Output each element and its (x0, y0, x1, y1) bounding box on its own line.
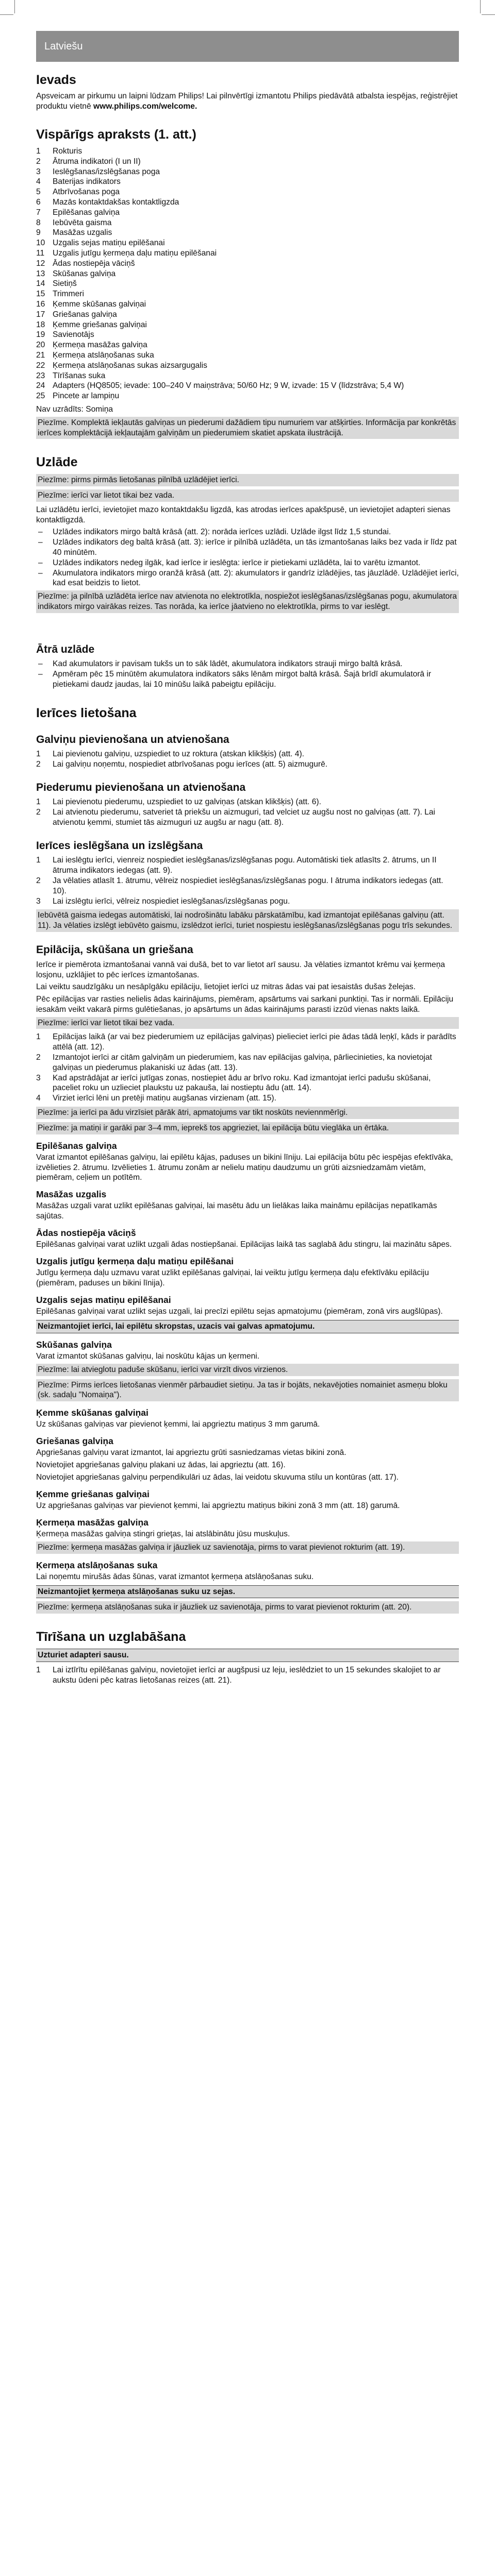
trimmer-text: Novietojiet apgriešanas galviņu perpendikulāri uz ādas, lai veidotu skuvuma stilu un kontūras (att. 17). (36, 1472, 399, 1482)
fast-charge-bullets (36, 659, 459, 689)
list-item: 1 Lai pievienotu piederumu, uzspiediet to uz galviņas (atskan klikšķis) (att. 6). (36, 798, 321, 807)
trimmer-title: Griešanas galviņa (36, 1436, 113, 1447)
on-off-title: Ierīces ieslēgšana un izslēgšana (36, 839, 203, 852)
list-item: 2 Lai atvienotu piederumu, satveriet tā priekšu un aizmuguri, tad velciet uz augšu nost no galviņas (att. 7). Lai atvienotu ķemmi, stumiet tās aizmuguri uz augšu ar nagu (att. 8). (36, 808, 435, 827)
crop-mark (0, 14, 13, 15)
attach-accessories-title: Piederumu pievienošana un atvienošana (36, 781, 246, 793)
exfoliation-brush-title: Ķermeņa atslāņošanas suka (36, 1560, 158, 1570)
trimmer-comb-text: Uz apgriešanas galviņas var pievienot ķemmi, lai apgrieztu matiņus bikini zonā 3 mm (att. 18) garumā. (36, 1501, 400, 1510)
attach-accessories-list (36, 797, 459, 827)
head-text: Varat izmantot epilēšanas galviņu, lai epilētu kājas, paduses un bikini līniju. Lai epilācija būtu pēc iespējas efektīvāka, izvēlieties 2. ātrumu. Izvēlieties 1. ātrumu zonām ar nelielu matiņu daudzumu un grūti aizsniedzamām vietām, piemēram, ceļiem un potītēm. (36, 1153, 453, 1182)
note-box: Iebūvētā gaisma iedegas automātiski, lai nodrošinātu labāku pārskatāmību, kad izmantojat epilēšanas galviņu (att. 11). Ja vēlaties izslēgt iebūvēto gaismu, izslēdzot ierīci, turiet nospiestu ieslēgšanas/izslēgšanas pogu trīs sekundes. (36, 909, 459, 932)
list-item: 2 Ja vēlaties atlasīt 1. ātrumu, vēlreiz nospiediet ieslēgšanas/izslēgšanas pogu. I ātruma indikators iedegas (att. 10). (36, 876, 443, 895)
list-item: 9 Masāžas uzgalis (36, 228, 112, 238)
note-box: Piezīme: ja pilnībā uzlādēta ierīce nav atvienota no elektrotīkla, nospiežot ieslēgšanas/izslēgšanas pogu, akumulatora indikators mirgo vairākas reizes. Tas norāda, ka ierīce jāatvieno no elektrotīkla, pirms to var ieslēgt. (36, 590, 459, 613)
list-item: – Kad akumulators ir pavisam tukšs un to sāk lādēt, akumulatora indikators strauji mirgo baltā krāsā. (38, 659, 403, 669)
list-item: 10 Uzgalis sejas matiņu epilēšanai (36, 239, 165, 248)
head-title: Uzgalis sejas matiņu epilēšanai (36, 1294, 171, 1305)
epilation-title: Epilācija, skūšana un griešana (36, 944, 193, 956)
head-text: Epilēšanas galviņai varat uzlikt uzgali ādas nostiepšanai. Epilācijas laikā tas saglabā ādu stingru, lai mazinātu sāpes. (36, 1240, 452, 1249)
charging-text: Lai uzlādētu ierīci, ievietojiet mazo kontaktdakšu ligzdā, kas atrodas ierīces apakšpusē, un ievietojiet adapteri sienas kontaktligzdā. (36, 505, 451, 524)
list-item: 5 Atbrīvošanas poga (36, 188, 120, 197)
list-item: 12 Ādas nostiepēja vāciņš (36, 259, 135, 268)
shaver-comb-title: Ķemme skūšanas galviņai (36, 1408, 148, 1418)
not-shown-text: Nav uzrādīts: Somiņa (36, 405, 113, 414)
list-item: 23 Tīrīšanas suka (36, 371, 106, 380)
note-box: Piezīme: Pirms ierīces lietošanas vienmēr pārbaudiet sietiņu. Ja tas ir bojāts, nekavējoties nomainiet asmeņu bloku (sk. sadaļu "Nomaiņa"). (36, 1379, 459, 1402)
shaver-title: Skūšanas galviņa (36, 1339, 112, 1350)
trimmer-text: Apgriešanas galviņu varat izmantot, lai apgrieztu grūti sasniedzamas vietas bikini zonā. (36, 1448, 346, 1458)
massage-head-text: Ķermeņa masāžas galviņa stingri grieţas, lai atslābinātu jūsu muskuļus. (36, 1529, 290, 1538)
list-item: – Uzlādes indikators nedeg ilgāk, kad ierīce ir ieslēgta: ierīce ir pietiekami uzlādēta, lai to varētu izmantot. (38, 558, 421, 567)
manual-page (36, 31, 459, 1688)
list-item: 1 Lai ieslēgtu ierīci, vienreiz nospiediet ieslēgšanas/izslēgšanas pogu. Automātiski tiek atlasīts 2. ātrums, un II ātruma indikators iedegas (att. 9). (36, 856, 437, 875)
list-item: 6 Mazās kontaktdakšas kontaktligzda (36, 198, 179, 207)
head-text: Epilēšanas galviņai varat uzlikt sejas uzgali, lai precīzi epilētu sejas apmatojumu (piemēram, zonā virs augšlūpas). (36, 1307, 443, 1316)
list-item: 21 Ķermeņa atslāņošanas suka (36, 351, 154, 360)
list-item: 8 Iebūvēta gaisma (36, 218, 112, 227)
cleaning-list (36, 1665, 459, 1686)
charging-bullets (36, 527, 459, 588)
list-item: – Apmēram pēc 15 minūtēm akumulatora indikators sāks lēnām mirgot baltā krāsā. Šajā brīdī akumulatorā ir pietiekami daudz jaudas, lai 10 minūšu laikā pabeigtu epilāciju. (38, 670, 432, 689)
language-bar: Latviešu (36, 31, 459, 62)
crop-mark (482, 14, 495, 15)
note-box: Piezīme: pirms pirmās lietošanas pilnībā uzlādējiet ierīci. (36, 474, 459, 486)
shaver-text: Varat izmantot skūšanas galviņu, lai noskūtu kājas un ķermeni. (36, 1351, 260, 1361)
list-item: 2 Izmantojot ierīci ar citām galviņām un piederumiem, kas nav epilācijas galviņa, pārliecinieties, ka novietojat galviņas un piederumus plakaniski uz ādas (att. 13). (36, 1053, 432, 1072)
list-item: 11 Uzgalis jutīgu ķermeņa daļu matiņu epilēšanai (36, 249, 217, 258)
head-text: Jutīgu ķermeņa daļu uzmavu varat uzlikt epilēšanas galviņai, lai veiktu jutīgu ķermeņa daļu efektīvāku epilāciju (piemēram, paduses un bikini līnija). (36, 1268, 429, 1288)
trimmer-comb-title: Ķemme griešanas galviņai (36, 1488, 150, 1499)
head-title: Masāžas uzgalis (36, 1189, 107, 1200)
list-item: 2 Ātruma indikatori (I un II) (36, 157, 141, 166)
list-item: 3 Ieslēgšanas/izslēgšanas poga (36, 167, 160, 176)
list-item: 16 Ķemme skūšanas galviņai (36, 300, 146, 309)
epilation-paragraph: Pēc epilācijas var rasties nelielis ādas kairinājums, piemēram, apsārtums vai sarkani punktiņi. Tas ir normāli. Epilāciju iesakām veikt vakarā pirms gulētiešanas, jo apsārtums un ādas kairinājums parasti izzūd vienas nakts laikā. (36, 995, 454, 1014)
cleaning-title: Tīrīšana un uzglabāšana (36, 1630, 186, 1645)
usage-title: Ierīces lietošana (36, 705, 137, 720)
list-item: – Akumulatora indikators mirgo oranžā krāsā (att. 2): akumulators ir gandrīz izlādējies, tas jāuzlādē. Uzlādējiet ierīci, kad esat beidzis to lietot. (38, 568, 459, 588)
intro-text: Apsveicam ar pirkumu un laipni lūdzam Philips! Lai pilnvērtīgi izmantotu Philips piedāvātā atbalsta iespējas, reģistrējiet produktu vietnē www.philips.com/welcome. (36, 91, 458, 111)
on-off-list (36, 855, 459, 906)
list-item: 25 Pincete ar lampiņu (36, 392, 120, 401)
crop-mark (480, 0, 481, 13)
massage-head-title: Ķermeņa masāžas galviņa (36, 1517, 148, 1528)
warning-box: Neizmantojiet ķermeņa atslāņošanas suku uz sejas. (36, 1585, 459, 1599)
list-item: 3 Kad apstrādājat ar ierīci jutīgas zonas, nostiepiet ādu ar brīvo roku. Kad izmantojat ierīci padušu skūšanai, paceliet roku un uzlieciet plaukstu uz pakauša, lai nostieptu ādu (att. 14). (36, 1073, 431, 1093)
list-item: 1 Lai pievienotu galviņu, uzspiediet to uz roktura (atskan klikšķis) (att. 4). (36, 750, 304, 759)
list-item: – Uzlādes indikators deg baltā krāsā (att. 3): ierīce ir pilnībā uzlādēta, un tās izmantošanas laiks bez vada ir līdz pat 40 minūtēm. (38, 538, 457, 557)
exfoliation-brush-text: Lai noņemtu mirušās ādas šūnas, varat izmantot ķermeņa atslāņošanas suku. (36, 1572, 314, 1581)
crop-mark (14, 0, 15, 13)
note-box: Piezīme: ja ierīci pa ādu virzīsiet pārāk ātri, apmatojums var tikt noskūts neviennmērīgi. (36, 1107, 459, 1119)
list-item: 1 Rokturis (36, 147, 82, 156)
epilation-list (36, 1032, 459, 1104)
note-box: Piezīme: ierīci var lietot tikai bez vada. (36, 489, 459, 502)
trimmer-text: Novietojiet apgriešanas galviņu plakani uz ādas, lai apgrieztu (att. 16). (36, 1461, 286, 1470)
list-item: 2 Lai galviņu noņemtu, nospiediet atbrīvošanas pogu ierīces (att. 5) aizmugurē. (36, 759, 328, 769)
list-item: 7 Epilēšanas galviņa (36, 208, 120, 217)
note-box: Piezīme: ķermeņa atslāņošanas suka ir jāuzliek uz savienotāja, pirms to varat pievienot rokturim (att. 20). (36, 1601, 459, 1614)
head-title: Ādas nostiepēja vāciņš (36, 1228, 136, 1239)
note-box: Piezīme: ja matiņi ir garāki par 3–4 mm, ieprekš tos apgrieziet, lai epilācija būtu vieglāka un ērtāka. (36, 1122, 459, 1134)
list-item: 18 Ķemme griešanas galviņai (36, 320, 147, 329)
list-item: 22 Ķermeņa atslāņošanas sukas aizsargugalis (36, 361, 207, 370)
list-item: 1 Epilācijas laikā (ar vai bez piederumiem uz epilācijas galviņas) pielieciet ierīci pie ādas tādā leņķī, kāds ir parādīts attēlā (att. 12). (36, 1032, 456, 1052)
warning-box: Neizmantojiet ierīci, lai epilētu skropstas, uzacis vai galvas apmatojumu. (36, 1320, 459, 1333)
overview-title: Vispārīgs apraksts (1. att.) (36, 127, 196, 142)
list-item: 3 Lai izslēgtu ierīci, vēlreiz nospiediet ieslēgšanas/izslēgšanas pogu. (36, 896, 290, 906)
list-item: 13 Skūšanas galviņa (36, 269, 116, 278)
epilation-paragraph: Lai veiktu saudzīgāku un nesāpīgāku epilāciju, lietojiet ierīci uz mitras ādas vai pat iesaistās dušas želejas. (36, 982, 416, 992)
list-item: 17 Griešanas galviņa (36, 310, 117, 319)
list-item: 14 Sietiņš (36, 279, 77, 289)
shaver-comb-text: Uz skūšanas galviņas var pievienot ķemmi, lai apgrieztu matiņus 3 mm garumā. (36, 1420, 320, 1429)
list-item: 4 Virziet ierīci lēni un pretēji matiņu augšanas virzienam (att. 15). (36, 1094, 276, 1103)
note-box: Piezīme: lai atvieglotu paduše skūšanu, ierīci var virzīt divos virzienos. (36, 1364, 459, 1376)
head-title: Uzgalis jutīgu ķermeņa daļu matiņu epilēšanai (36, 1256, 234, 1267)
parts-list (36, 146, 459, 401)
list-item: 15 Trimmeri (36, 290, 84, 299)
list-item: 4 Baterijas indikators (36, 177, 121, 187)
warning-box: Uzturiet adapteri sausu. (36, 1649, 459, 1662)
head-title: Epilēšanas galviņa (36, 1140, 117, 1151)
note-box: Piezīme. Komplektā iekļautās galviņas un piederumi dažādiem tipu numuriem var atšķirties. Informācija par konkrētās ierīces komplektācijā iekļautajām galviņām un piederumiem skatiet apskata ilustrācijā. (36, 417, 459, 439)
intro-title: Ievads (36, 73, 76, 87)
attach-heads-title: Galviņu pievienošana un atvienošana (36, 733, 229, 745)
note-box: Piezīme: ķermeņa masāžas galviņa ir jāuzliek uz savienotāja, pirms to varat pievienot rokturim (att. 19). (36, 1541, 459, 1554)
fast-charge-title: Ātrā uzlāde (36, 643, 95, 655)
list-item: 1 Lai iztīrītu epilēšanas galviņu, novietojiet ierīci ar augšpusi uz leju, ieslēdziet to un 15 sekundes skalojiet to ar aukstu ūdeni pēc katras lietošanas reizes (att. 21). (36, 1665, 441, 1685)
list-item: 20 Ķermeņa masāžas galviņa (36, 341, 147, 350)
note-box: Piezīme: ierīci var lietot tikai bez vada. (36, 1017, 459, 1029)
charging-title: Uzlāde (36, 455, 78, 470)
attach-heads-list (36, 749, 459, 770)
list-item: 24 Adapters (HQ8505; ievade: 100–240 V maiņstrāva; 50/60 Hz; 9 W, izvade: 15 V (līdzstrāva; 5,4 W) (36, 381, 404, 391)
epilation-paragraph: Ierīce ir piemērota izmantošanai vannā vai dušā, bet to var lietot arī sausu. Ja vēlaties izmantot krēmu vai ķermeņa losjonu, uzklājiet to pēc ierīces izmantošanas. (36, 960, 446, 979)
list-item: – Uzlādes indikators mirgo baltā krāsā (att. 2): norāda ierīces uzlādi. Uzlāde ilgst līdz 1,5 stundai. (38, 528, 391, 537)
welcome-url: www.philips.com/welcome. (93, 101, 197, 111)
head-text: Masāžas uzgali varat uzlikt epilēšanas galviņai, lai masētu ādu un lielākas laika maināmu epilācijas nepatīkamās sajūtas. (36, 1201, 437, 1221)
list-item: 19 Savienotājs (36, 330, 94, 340)
